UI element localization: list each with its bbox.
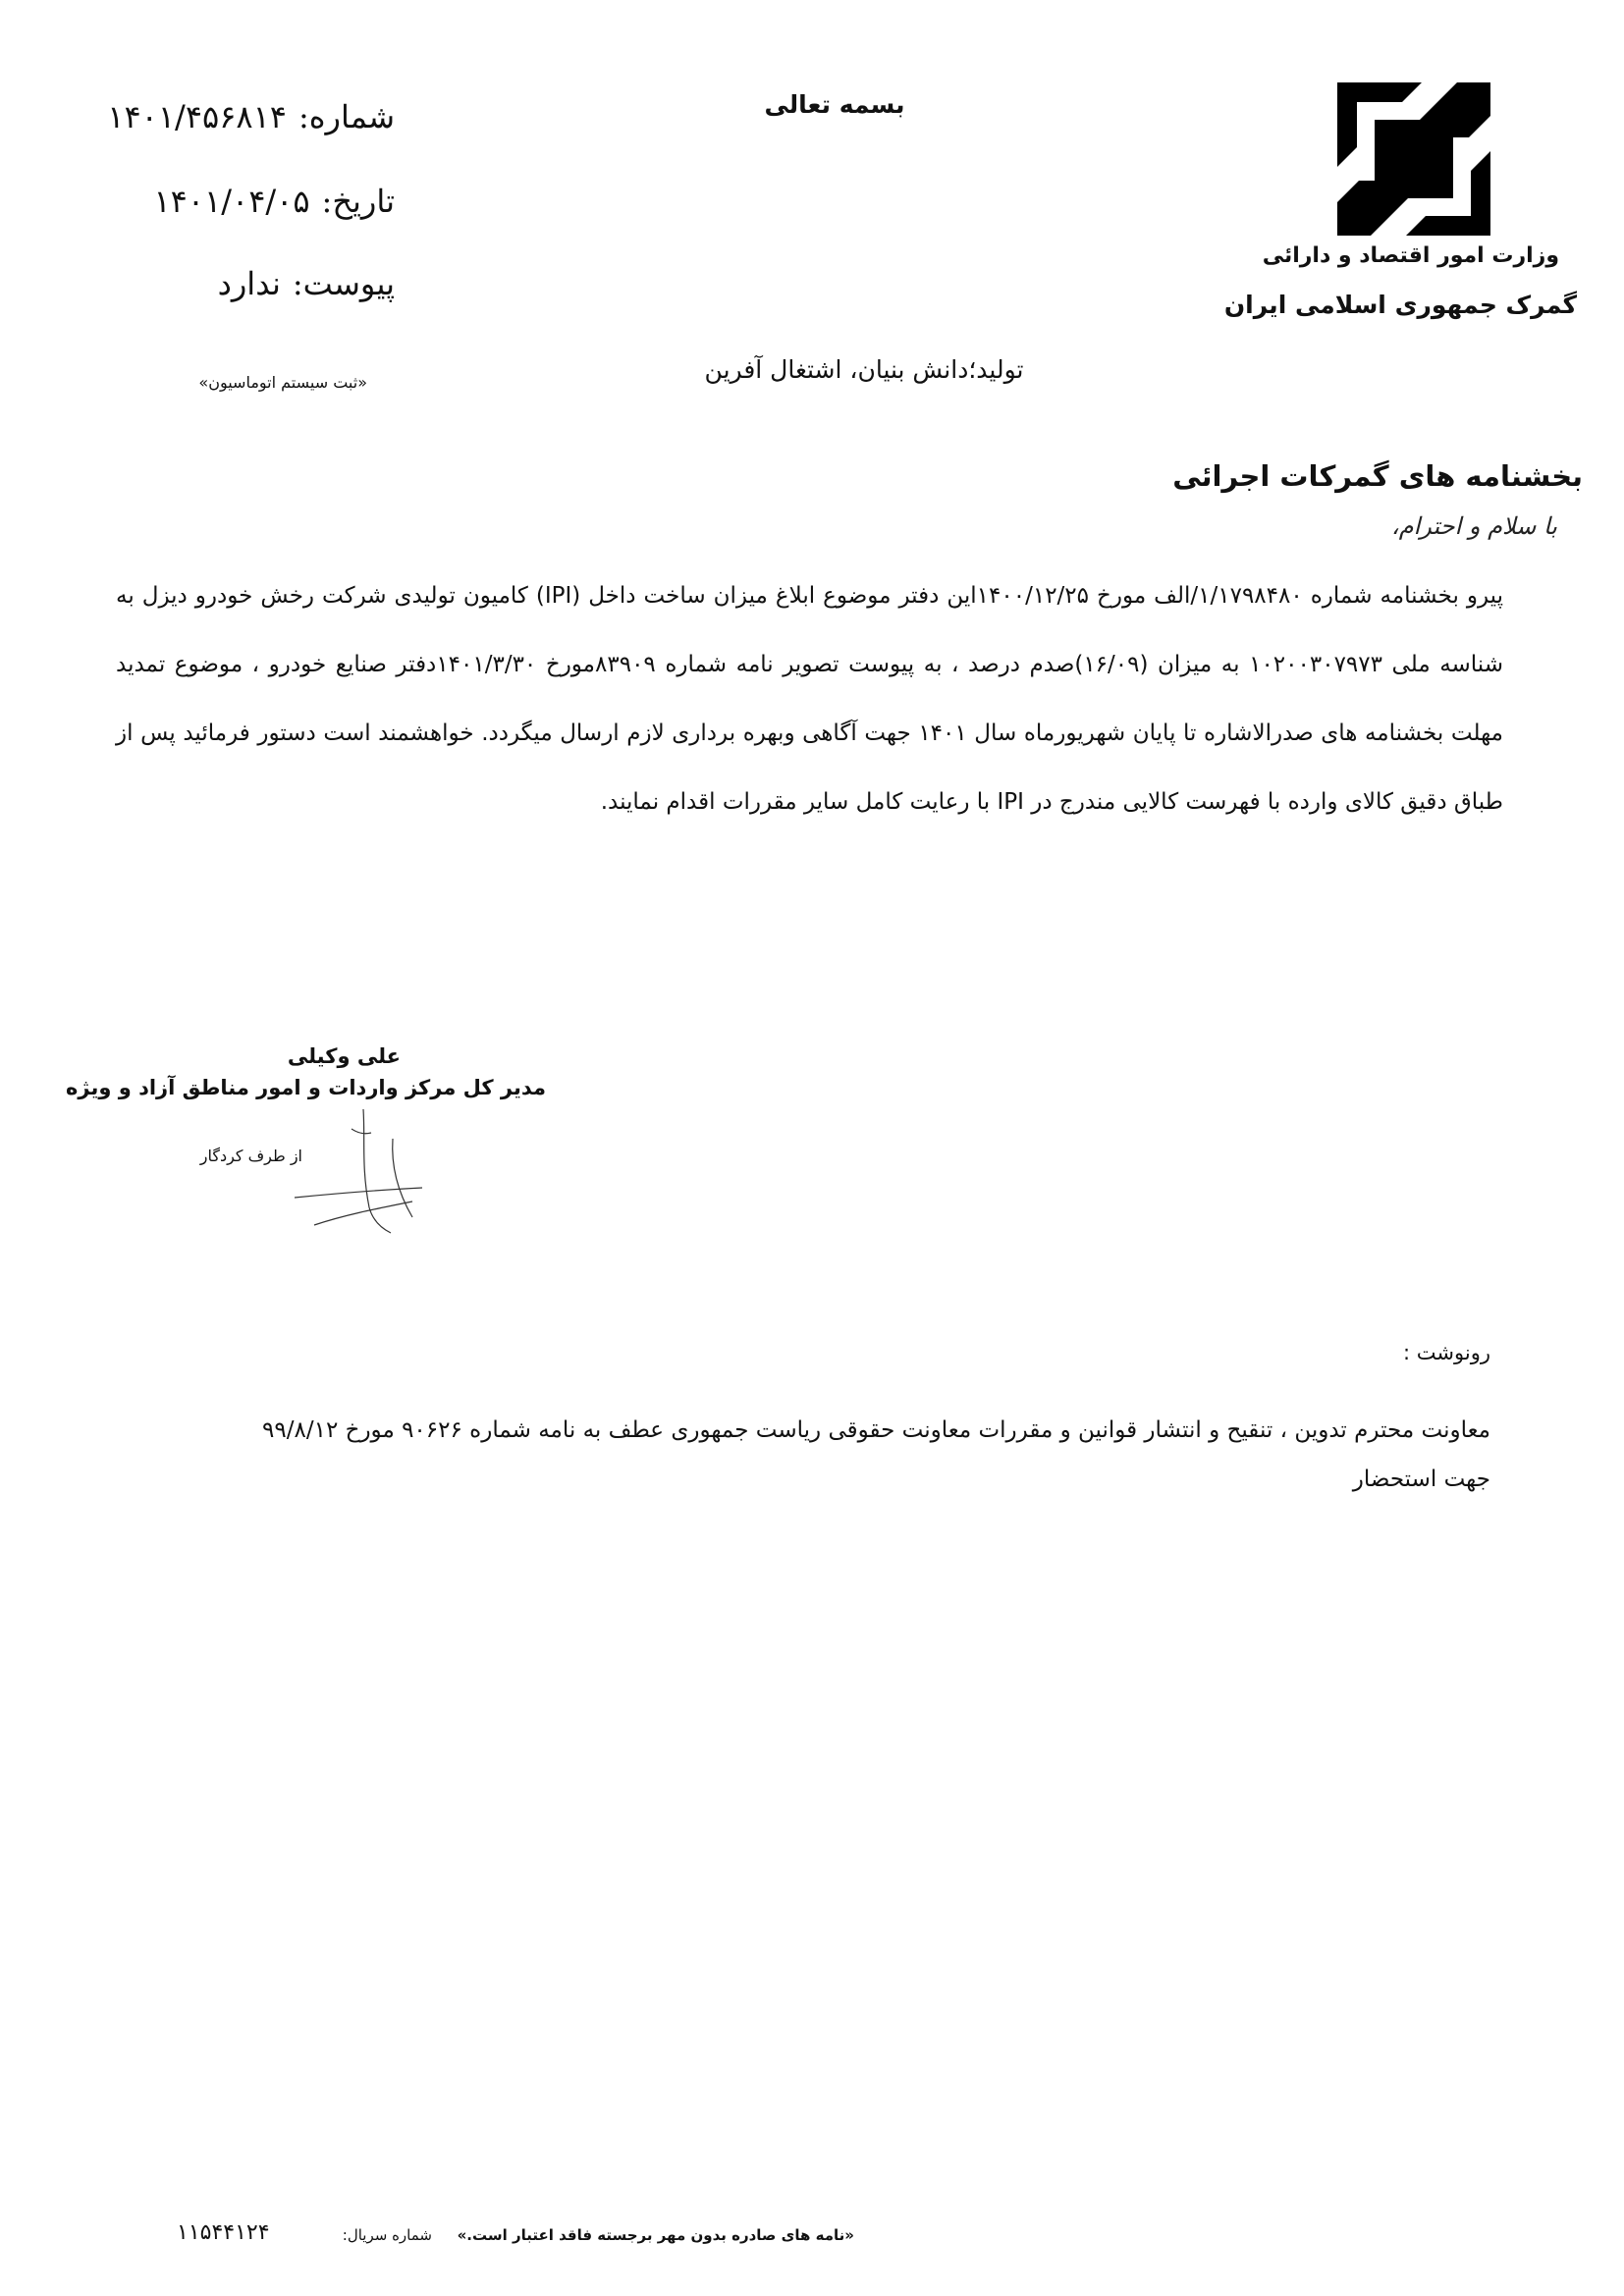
letter-attachment-value: ندارد (217, 265, 281, 302)
serial-number-value: ۱۱۵۴۴۱۲۴ (177, 2220, 270, 2245)
cc-title: رونوشت : (1403, 1341, 1490, 1364)
cc-line: معاونت محترم تدوین ، تنقیح و انتشار قوانین و مقررات معاونت حقوقی ریاست جمهوری عطف به نامه شماره ۹۰۶۲۶ مورخ ۹۹/۸/۱۲ (262, 1417, 1490, 1443)
letter-date-value: ۱۴۰۱/۰۴/۰۵ (153, 183, 310, 220)
greeting: با سلام و احترام، (1390, 512, 1557, 540)
customs-name: گمرک جمهوری اسلامی ایران (1223, 291, 1577, 319)
handwritten-signature (275, 1099, 452, 1237)
signer-name: علی وکیلی (287, 1044, 401, 1068)
cc-line: جهت استحضار (1352, 1467, 1490, 1492)
letter-heading: بخشنامه های گمرکات اجرائی (1172, 459, 1583, 493)
letter-attachment-label: پیوست: (292, 265, 395, 302)
letter-number-label: شماره: (298, 98, 395, 135)
letter-date-label: تاریخ: (321, 183, 395, 220)
on-behalf-note: از طرف کردگار (199, 1147, 302, 1165)
letter-number (107, 98, 395, 135)
customs-logo-icon (1337, 82, 1490, 236)
letter-body: پیرو بخشنامه شماره ۱/۱۷۹۸۴۸۰/الف مورخ ۱۴۰۰/۱۲/۲۵این دفتر موضوع ابلاغ میزان ساخت داخل (IPI) کامیون تولیدی شرکت رخش خودرو دیزل به شناسه ملی ۱۰۲۰۰۳۰۷۹۷۳ به میزان (۱۶/۰۹)صدم درصد ، به پیوست تصویر نامه شماره ۸۳۹۰۹مورخ ۱۴۰۱/۳/۳۰دفتر صنایع خودرو ، موضوع تمدید مهلت بخشنامه های صدرالاشاره تا پایان شهریورماه سال ۱۴۰۱ جهت آگاهی وبهره برداری لازم ارسال میگردد. خواهشمند است دستور فرمائید پس از طباق دقیق کالای وارده با فهرست کالایی مندرج در IPI با رعایت کامل سایر مقررات اقدام نمایند. (116, 583, 1504, 815)
letter-attachment (218, 265, 395, 302)
system-registration-note: «ثبت سیستم اتوماسیون» (198, 373, 367, 392)
ministry-name: وزارت امور اقتصاد و دارائی (1262, 243, 1559, 268)
signer-title: مدیر کل مرکز واردات و امور مناطق آزاد و ویژه (66, 1076, 546, 1099)
basmala: بسمه تعالی (764, 90, 905, 119)
serial-number-label: شماره سریال: (342, 2226, 432, 2244)
footer-validity-note: «نامه های صادره بدون مهر برجسته فاقد اعتبار است.» (457, 2226, 854, 2244)
letter-date (153, 183, 395, 220)
cc-body (135, 1406, 1490, 1504)
letter-number-value: ۱۴۰۱/۴۵۶۸۱۴ (107, 98, 287, 135)
slogan: تولید؛دانش بنیان، اشتغال آفرین (704, 355, 1024, 384)
